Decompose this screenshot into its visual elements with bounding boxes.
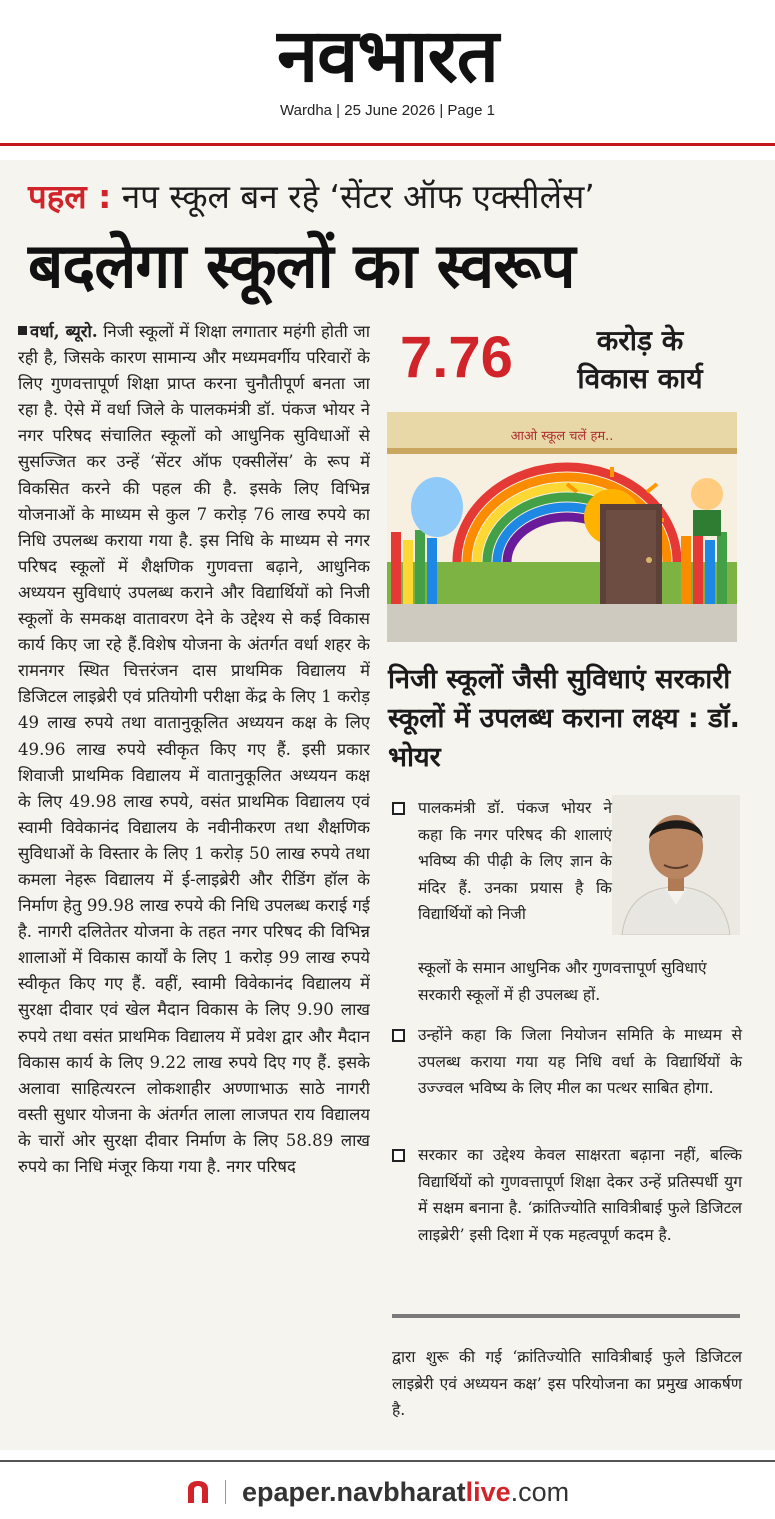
edition-line: Wardha | 25 June 2026 | Page 1 bbox=[280, 102, 495, 119]
quote-bullet-3-text: सरकार का उद्देश्य केवल साक्षरता बढ़ाना नहीं, बल्कि विद्यार्थियों को गुणवत्तापूर्ण शिक्षा देकर उन्हें प्रतिस्पर्धी युग में सक्षम बनाना है. ‘क्रांतिज्योति सावित्रीबाई फुले डिजिटल लाइब्रेरी’ इसी दिशा में एक महत्वपूर्ण कदम है. bbox=[418, 1146, 742, 1244]
footer-brand[interactable] bbox=[185, 1476, 569, 1508]
closing-paragraph: द्वारा शुरू की गई ‘क्रांतिज्योति सावित्रीबाई फुले डिजिटल लाइब्रेरी एवं अध्ययन कक्ष’ इस परियोजना का प्रमुख आकर्षण है. bbox=[392, 1348, 742, 1420]
url-tld: .com bbox=[510, 1476, 570, 1507]
dateline: वर्धा, ब्यूरो. bbox=[30, 321, 98, 341]
photo-banner-text: आओ स्कूल चलें हम.. bbox=[510, 429, 614, 444]
big-figure-label bbox=[530, 322, 750, 398]
quote-bullet-1-text: पालकमंत्री डॉ. पंकज भोयर ने कहा कि नगर परिषद की शालाएं भविष्य की पीढ़ी के लिए ज्ञान के मंदिर हैं. उनका प्रयास है कि विद्यार्थियों को निजी bbox=[418, 799, 612, 924]
section-divider bbox=[392, 1314, 740, 1318]
url-live: live bbox=[465, 1476, 511, 1507]
square-bullet-icon bbox=[18, 326, 27, 335]
quote-bullet-3 bbox=[392, 1142, 742, 1248]
newspaper-logo[interactable]: नवभारत bbox=[277, 13, 498, 99]
big-figure-label-line-1: करोड़ के bbox=[596, 324, 684, 357]
big-figure: 7.76 bbox=[400, 325, 513, 390]
school-mural-photo bbox=[387, 412, 737, 642]
url-host: epaper.navbharat bbox=[242, 1476, 466, 1507]
quote-bullet-2-text: उन्होंने कहा कि जिला नियोजन समिति के माध्यम से उपलब्ध कराया गया यह निधि वर्धा के विद्यार्थियों के उज्ज्वल भविष्य के लिए मील का पत्थर साबित होगा. bbox=[418, 1026, 742, 1098]
article-body-column bbox=[18, 318, 370, 1424]
school-mural-image bbox=[387, 412, 737, 642]
quote-bullet-1 bbox=[392, 795, 612, 928]
subheadline: निजी स्कूलों जैसी सुविधाएं सरकारी स्कूलों में उपलब्ध कराना लक्ष्य : डॉ. भोयर bbox=[388, 664, 740, 773]
checkbox-bullet-icon bbox=[392, 1029, 405, 1042]
footer-divider bbox=[225, 1480, 226, 1504]
checkbox-bullet-icon bbox=[392, 802, 405, 815]
masthead-rule bbox=[0, 143, 775, 146]
minister-portrait bbox=[612, 795, 740, 935]
big-figure-label-line-2: विकास कार्य bbox=[577, 362, 703, 395]
quote-bullet-2 bbox=[392, 1022, 742, 1102]
kicker-text: नप स्कूल बन रहे ‘सेंटर ऑफ एक्सीलेंस’ bbox=[121, 177, 595, 216]
navbharat-n-logo-icon bbox=[185, 1479, 211, 1505]
article-body-text: निजी स्कूलों में शिक्षा लगातार महंगी होती जा रही है, जिसके कारण सामान्य और मध्यमवर्गीय परिवारों के लिए गुणवत्तापूर्ण शिक्षा प्राप्त करना चुनौतीपूर्ण बनता जा रहा है. ऐसे में वर्धा जिले के पालकमंत्री डॉ. पंकज भोयर ने नगर परिषद संचालित स्कूलों को आधुनिक सुविधाओं से सुसज्जित कर उन्हें ‘सेंटर ऑफ एक्सीलेंस’ के रूप में विकसित करने की पहल की है. इसके लिए विभिन्न योजनाओं के माध्यम से कुल 7 करोड़ 76 लाख रुपये का निधि उपलब्ध कराया गया है. इस निधि के माध्यम से नगर परिषद स्कूलों में शैक्षणिक गुणवत्ता बढ़ाने, आधुनिक अध्ययन सुविधाएं उपलब्ध कराने और विद्यार्थियों को निजी स्कूलों के समकक्ष वातावरण देने के उद्देश्य से कई विकास कार्य किए जा रहे हैं.विशेष योजना के अंतर्गत वर्धा शहर के रामनगर स्थित चित्तरंजन दास प्राथमिक विद्यालय में डिजिटल लाइब्रेरी एवं प्रतियोगी परीक्षा केंद्र के लिए 1 करोड़ 49 लाख रुपये तथा वातानुकूलित अध्ययन कक्ष के लिए 49.96 लाख रुपये स्वीकृत किए गए हैं. इसी प्रकार शिवाजी प्राथमिक विद्यालय में वातानुकूलित अध्ययन कक्ष के लिए 49.98 लाख रुपये, वसंत प्राथमिक विद्यालय एवं स्वामी विवेकानंद विद्यालय के नवीनीकरण तथा शैक्षणिक सुविधाओं के विस्तार के लिए 1 करोड़ 50 लाख रुपये तथा कमला नेहरू विद्यालय में ई-लाइब्रेरी और रीडिंग हॉल के निर्माण हेतु 99.98 लाख रुपये की निधि उपलब्ध कराई गई है. नागरी दलितेतर योजना के तहत नगर परिषद की विभिन्न शालाओं में विकास कार्यों के लिए 1 करोड़ 99 लाख रुपये स्वीकृत किए गए हैं. वहीं, स्वामी विवेकानंद विद्यालय में सुरक्षा दीवार एवं खेल मैदान विकास के लिए 9.90 लाख रुपये तथा वसंत प्राथमिक विद्यालय में प्रवेश द्वार और मैदान विकास कार्य के लिए 9.22 लाख रुपये दिए गए हैं. इसके अलावा साहित्यरत्न लोकशाहीर अण्णाभाऊ साठे नागरी वस्ती सुधार योजना के अंतर्गत लाला लाजपत राय विद्यालय के चारों ओर सुरक्षा दीवार निर्माण के लिए 58.89 लाख रुपये का निधि मंजूर किया गया है. नगर परिषद bbox=[18, 322, 370, 1176]
article-body bbox=[18, 318, 370, 1180]
kicker-label: पहल : bbox=[28, 177, 112, 216]
masthead bbox=[0, 0, 775, 146]
epaper-url-link[interactable] bbox=[242, 1477, 569, 1508]
checkbox-bullet-icon bbox=[392, 1149, 405, 1162]
headline: बदलेगा स्कूलों का स्वरूप bbox=[28, 229, 575, 302]
kicker-line bbox=[28, 175, 748, 219]
quote-bullet-1-continued: स्कूलों के समान आधुनिक और गुणवत्तापूर्ण सुविधाएं सरकारी स्कूलों में ही उपलब्ध हों. bbox=[418, 959, 707, 1004]
portrait-image bbox=[612, 795, 740, 935]
footer bbox=[0, 1462, 775, 1519]
